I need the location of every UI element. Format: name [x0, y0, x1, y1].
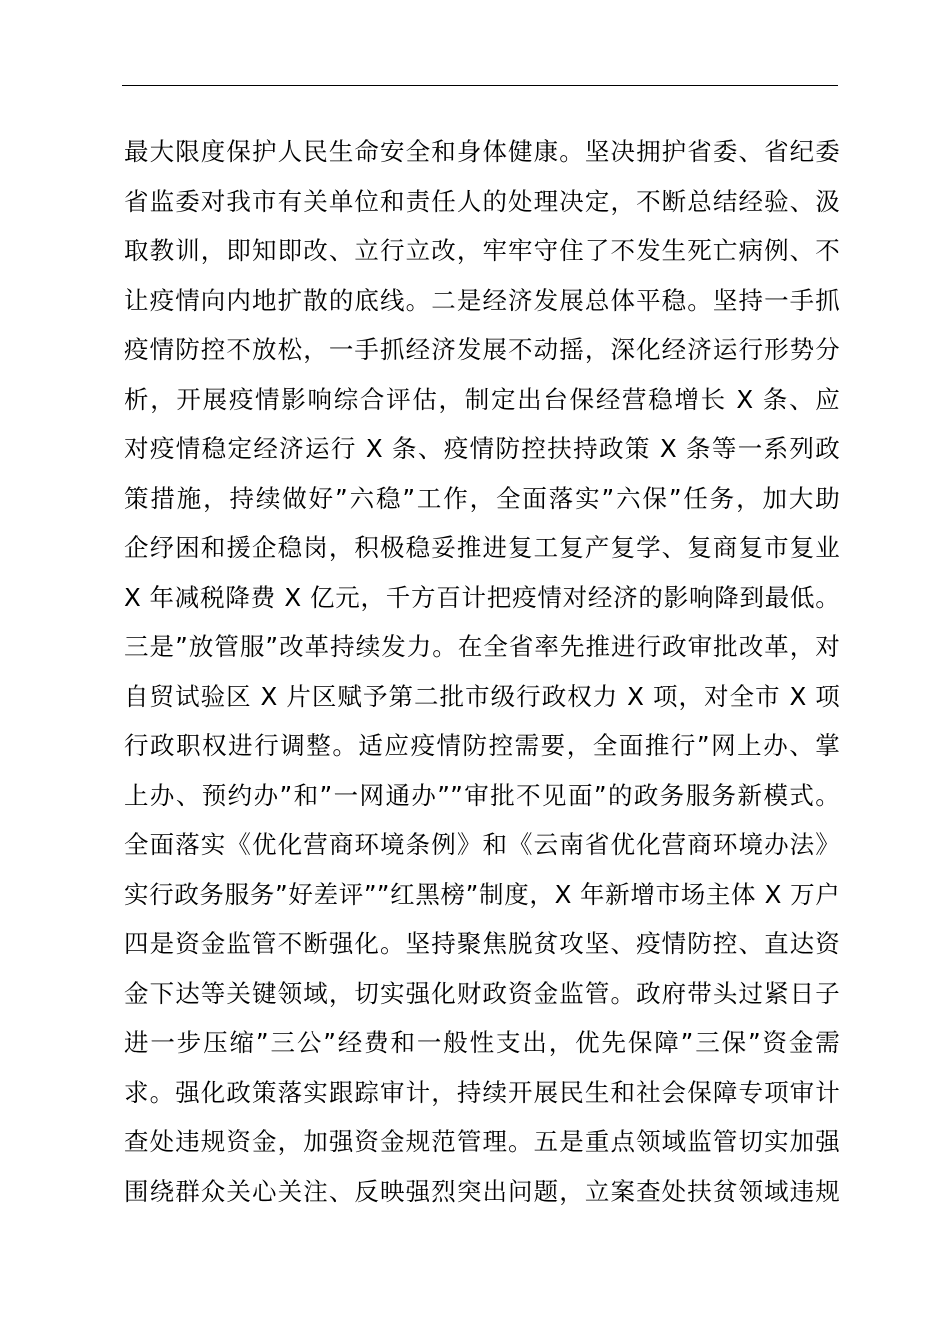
- text-line: X 年减税降费 X 亿元，千方百计把疫情对经济的影响降到最低。: [124, 582, 840, 612]
- text-line: 析，开展疫情影响综合评估，制定出台保经营稳增长 X 条、应: [124, 384, 840, 414]
- text-line: 求。强化政策落实跟踪审计，持续开展民生和社会保障专项审计: [124, 1077, 840, 1107]
- text-line: 自贸试验区 X 片区赋予第二批市级行政权力 X 项，对全市 X 项: [124, 681, 840, 711]
- text-line: 策措施，持续做好”六稳”工作，全面落实”六保”任务，加大助: [124, 483, 840, 513]
- text-line: 上办、预约办”和”一网通办””审批不见面”的政务服务新模式。: [124, 780, 840, 810]
- text-line: 四是资金监管不断强化。坚持聚焦脱贫攻坚、疫情防控、直达资: [124, 929, 840, 958]
- text-line: 实行政务服务”好差评””红黑榜”制度，X 年新增市场主体 X 万户: [124, 879, 840, 909]
- text-line: 三是”放管服”改革持续发力。在全省率先推进行政审批改革，对: [124, 632, 840, 661]
- header-rule: [122, 85, 838, 86]
- text-line: 全面落实《优化营商环境条例》和《云南省优化营商环境办法》: [124, 830, 840, 859]
- text-line: 最大限度保护人民生命安全和身体健康。坚决拥护省委、省纪委: [124, 137, 840, 166]
- text-line: 取教训，即知即改、立行立改，牢牢守住了不发生死亡病例、不: [124, 236, 840, 265]
- body-text: [124, 127, 840, 1216]
- text-line: 金下达等关键领域，切实强化财政资金监管。政府带头过紧日子: [124, 978, 840, 1008]
- text-line: 疫情防控不放松，一手抓经济发展不动摇，深化经济运行形势分: [124, 335, 840, 364]
- text-line: 企纾困和援企稳岗，积极稳妥推进复工复产复学、复商复市复业: [124, 533, 840, 562]
- text-line: 让疫情向内地扩散的底线。二是经济发展总体平稳。坚持一手抓: [124, 285, 840, 315]
- text-line: 省监委对我市有关单位和责任人的处理决定，不断总结经验、汲: [124, 186, 840, 216]
- text-line: 查处违规资金，加强资金规范管理。五是重点领域监管切实加强: [124, 1127, 840, 1156]
- text-line: 围绕群众关心关注、反映强烈突出问题，立案查处扶贫领域违规: [124, 1176, 840, 1206]
- text-line: 行政职权进行调整。适应疫情防控需要，全面推行”网上办、掌: [124, 731, 840, 760]
- text-line: 对疫情稳定经济运行 X 条、疫情防控扶持政策 X 条等一系列政: [124, 434, 840, 463]
- text-line: 进一步压缩”三公”经费和一般性支出，优先保障”三保”资金需: [124, 1028, 840, 1057]
